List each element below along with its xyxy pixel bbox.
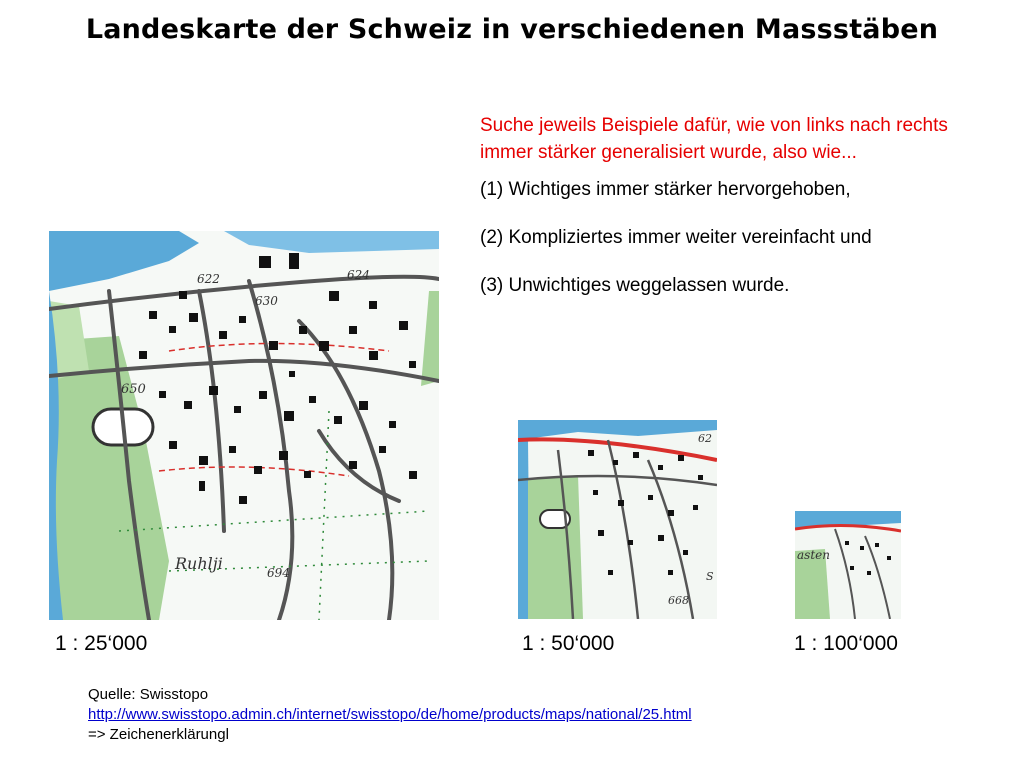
source bbox=[88, 685, 692, 745]
map-1-label-630: 630 bbox=[255, 294, 278, 308]
scale-label-25000: 1 : 25‘000 bbox=[55, 632, 148, 655]
instructions bbox=[480, 112, 980, 320]
map-1-label-694: 694 bbox=[267, 566, 290, 580]
map-2-label-668: 668 bbox=[668, 594, 689, 607]
map-1-50000 bbox=[518, 420, 717, 619]
map-1-50000-image bbox=[518, 420, 717, 619]
page-title: Landeskarte der Schweiz in verschiedenen Massstäben bbox=[85, 14, 939, 45]
instruction-point-3: (3) Unwichtiges weggelassen wurde. bbox=[480, 275, 790, 296]
instruction-point-2: (2) Kompliziertes immer weiter vereinfacht und bbox=[480, 227, 872, 248]
map-1-100000 bbox=[795, 511, 901, 619]
instruction-point-1: (1) Wichtiges immer stärker hervorgehoben, bbox=[480, 179, 851, 200]
map-1-label-place: Ruhlji bbox=[175, 554, 223, 573]
scale-label-100000: 1 : 100‘000 bbox=[794, 632, 898, 655]
map-1-label-650: 650 bbox=[121, 382, 146, 397]
map-3-label-place: asten bbox=[797, 548, 830, 562]
source-link[interactable]: http://www.swisstopo.admin.ch/internet/swisstopo/de/home/products/maps/national/25.html bbox=[88, 706, 692, 723]
source-label: Quelle: Swisstopo bbox=[88, 686, 209, 703]
instructions-intro: Suche jeweils Beispiele dafür, wie von links nach rechts immer stärker generalisiert wurde, also wie... bbox=[480, 115, 948, 163]
map-1-100000-image bbox=[795, 511, 901, 619]
map-1-label-624: 624 bbox=[347, 268, 370, 282]
map-2-label-62: 62 bbox=[698, 432, 712, 445]
map-1-label-622: 622 bbox=[197, 272, 220, 286]
map-2-label-s: S bbox=[706, 570, 714, 583]
map-1-25000 bbox=[49, 231, 439, 620]
legend-reference: => Zeichenerklärungl bbox=[88, 726, 229, 743]
scale-label-50000: 1 : 50‘000 bbox=[522, 632, 615, 655]
map-1-25000-image bbox=[49, 231, 439, 620]
